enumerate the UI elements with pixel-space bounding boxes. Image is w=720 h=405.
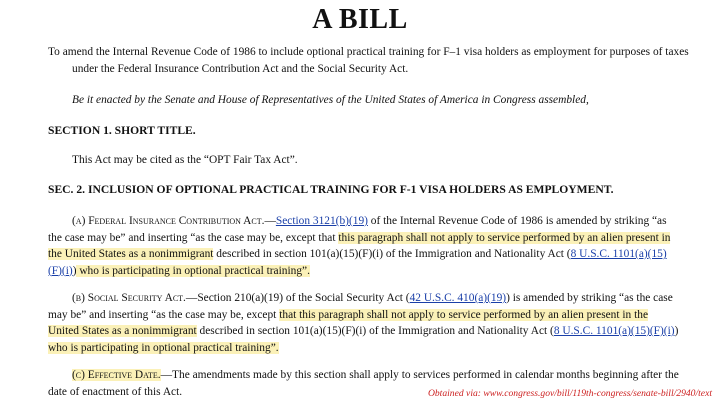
bill-title: A BILL — [312, 4, 408, 35]
enacting-clause: Be it enacted by the Senate and House of Representatives of the United States of America in Congress assembled, — [72, 94, 589, 106]
paragraph-b — [48, 290, 680, 356]
paragraph-b-text-0: —Section 210(a)(19) of the Social Security Act ( — [185, 292, 410, 304]
paragraph-a-highlight-1: this paragraph shall not apply to service performed by an alien present in the United States as a nonimmigrant — [48, 231, 671, 260]
paragraph-c-text: —The amendments made by this section shall apply to services performed in calendar months beginning after the date of enactment of this Act. — [48, 369, 679, 398]
paragraph-b-text-3: ) — [674, 325, 679, 337]
paragraph-b-label: (b) Social Security Act. — [72, 292, 186, 304]
paragraph-a — [48, 213, 680, 279]
paragraph-a-dash: — — [264, 215, 276, 227]
paragraph-a-label: (a) Federal Insurance Contribution Act. — [72, 215, 265, 227]
paragraph-a-text-2: described in section 101(a)(15)(F)(i) of the Immigration and Nationality Act ( — [213, 248, 571, 260]
paragraph-b-text-1: ) is amended by striking “as the case may be” and inserting “as the case may be, except — [48, 292, 673, 321]
bill-purpose: To amend the Internal Revenue Code of 1986 to include optional practical training for F–1 visa holders as employment for purposes of taxes under the Federal Insurance Contribution Act and the Social Security Act. — [48, 46, 689, 75]
usc-410-link[interactable]: 42 U.S.C. 410(a)(19) — [409, 292, 507, 304]
paragraph-b-highlight-2: who is participating in optional practical training”. — [48, 341, 279, 354]
paragraph-a-text-1: of the Internal Revenue Code of 1986 is amended by striking “as the case may be” and inserting “as the case may be, except that — [48, 215, 667, 244]
section-3121-link[interactable]: Section 3121(b)(19) — [275, 215, 368, 227]
section-1-heading: SECTION 1. SHORT TITLE. — [48, 124, 196, 137]
source-note: Obtained via: www.congress.gov/bill/119th-congress/senate-bill/2940/text — [427, 388, 712, 399]
paragraph-b-text-2: described in section 101(a)(15)(F)(i) of the Immigration and Nationality Act ( — [196, 325, 554, 337]
usc-1101-link-a[interactable]: 8 U.S.C. 1101(a)(15)(F)(i) — [48, 248, 667, 277]
paragraph-b-highlight-1: that this paragraph shall not apply to service performed by an alien present in the United States as a nonimmigrant — [48, 308, 649, 337]
usc-1101-link-b[interactable]: 8 U.S.C. 1101(a)(15)(F)(i) — [553, 325, 675, 337]
section-2-heading: SEC. 2. INCLUSION OF OPTIONAL PRACTICAL TRAINING FOR F-1 VISA HOLDERS AS EMPLOYMENT. — [48, 183, 614, 196]
paragraph-c-label: (c) Effective Date. — [72, 369, 161, 381]
short-title-text: This Act may be cited as the “OPT Fair Tax Act”. — [72, 154, 298, 166]
paragraph-a-text-3: ) — [72, 264, 77, 277]
paragraph-a-highlight-2: who is participating in optional practical training”. — [76, 264, 310, 277]
